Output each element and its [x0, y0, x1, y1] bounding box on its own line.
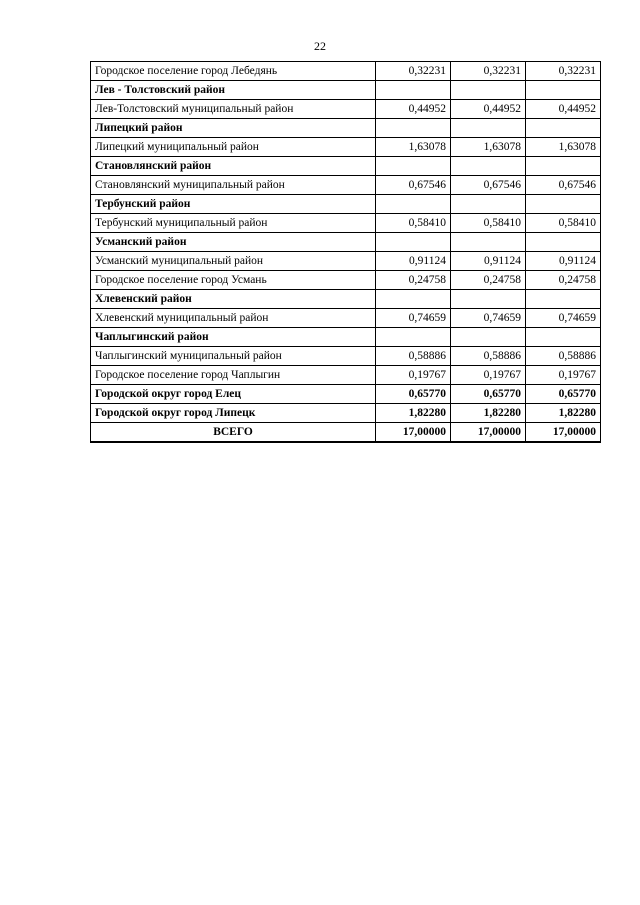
value-cell-1 [376, 195, 451, 214]
row-name-cell: Городское поселение город Чаплыгин [91, 366, 376, 385]
row-name-cell: Лев-Толстовский муниципальный район [91, 100, 376, 119]
value-cell-2: 0,67546 [451, 176, 526, 195]
table-row [91, 404, 601, 423]
value-cell-1: 0,58886 [376, 347, 451, 366]
value-cell-2: 0,32231 [451, 62, 526, 81]
table-row [91, 176, 601, 195]
value-cell-3: 0,58886 [526, 347, 601, 366]
value-cell-3 [526, 328, 601, 347]
value-cell-3 [526, 195, 601, 214]
value-cell-2 [451, 328, 526, 347]
row-name-cell: Городской округ город Елец [91, 385, 376, 404]
value-cell-2 [451, 157, 526, 176]
value-cell-2 [451, 81, 526, 100]
row-name-cell: Липецкий муниципальный район [91, 138, 376, 157]
value-cell-3 [526, 157, 601, 176]
row-name-cell: Тербунский район [91, 195, 376, 214]
row-name-cell: Чаплыгинский муниципальный район [91, 347, 376, 366]
value-cell-2: 0,91124 [451, 252, 526, 271]
value-cell-3 [526, 119, 601, 138]
value-cell-2: 0,58410 [451, 214, 526, 233]
value-cell-1: 17,00000 [376, 423, 451, 443]
district-header-row [91, 119, 601, 138]
row-name-cell: Городской округ город Липецк [91, 404, 376, 423]
value-cell-1 [376, 119, 451, 138]
value-cell-1: 0,19767 [376, 366, 451, 385]
table-row [91, 214, 601, 233]
row-name-cell: Становлянский район [91, 157, 376, 176]
value-cell-3: 0,67546 [526, 176, 601, 195]
value-cell-3 [526, 290, 601, 309]
value-cell-1: 0,74659 [376, 309, 451, 328]
value-cell-3: 0,32231 [526, 62, 601, 81]
value-cell-2 [451, 233, 526, 252]
row-name-cell: Усманский район [91, 233, 376, 252]
value-cell-2: 0,74659 [451, 309, 526, 328]
value-cell-1 [376, 290, 451, 309]
value-cell-3: 1,63078 [526, 138, 601, 157]
table-row [91, 366, 601, 385]
district-header-row [91, 290, 601, 309]
table-row [91, 385, 601, 404]
table-row [91, 347, 601, 366]
value-cell-3: 0,65770 [526, 385, 601, 404]
value-cell-2 [451, 290, 526, 309]
district-header-row [91, 195, 601, 214]
value-cell-2 [451, 119, 526, 138]
value-cell-1 [376, 233, 451, 252]
table-row [91, 138, 601, 157]
row-name-cell: Городское поселение город Усмань [91, 271, 376, 290]
value-cell-1: 0,32231 [376, 62, 451, 81]
value-cell-1: 0,67546 [376, 176, 451, 195]
value-cell-2: 0,24758 [451, 271, 526, 290]
district-header-row [91, 328, 601, 347]
table-body [91, 62, 601, 443]
value-cell-1: 1,63078 [376, 138, 451, 157]
district-header-row [91, 81, 601, 100]
value-cell-3 [526, 233, 601, 252]
table-row [91, 100, 601, 119]
row-name-cell: Липецкий район [91, 119, 376, 138]
value-cell-1: 0,91124 [376, 252, 451, 271]
value-cell-3: 0,24758 [526, 271, 601, 290]
value-cell-3: 0,19767 [526, 366, 601, 385]
total-row [91, 423, 601, 443]
value-cell-3: 0,74659 [526, 309, 601, 328]
value-cell-2: 0,44952 [451, 100, 526, 119]
table-row [91, 271, 601, 290]
row-name-cell: Лев - Толстовский район [91, 81, 376, 100]
value-cell-2: 0,19767 [451, 366, 526, 385]
table-row [91, 309, 601, 328]
row-name-cell: Усманский муниципальный район [91, 252, 376, 271]
value-cell-1: 0,44952 [376, 100, 451, 119]
value-cell-3: 0,58410 [526, 214, 601, 233]
value-cell-2: 0,58886 [451, 347, 526, 366]
value-cell-3: 0,91124 [526, 252, 601, 271]
value-cell-1: 0,58410 [376, 214, 451, 233]
value-cell-1 [376, 157, 451, 176]
value-cell-3 [526, 81, 601, 100]
row-name-cell: Хлевенский район [91, 290, 376, 309]
row-name-cell: Хлевенский муниципальный район [91, 309, 376, 328]
row-name-cell: Тербунский муниципальный район [91, 214, 376, 233]
value-cell-2: 0,65770 [451, 385, 526, 404]
value-cell-3: 17,00000 [526, 423, 601, 443]
allocation-table [90, 61, 601, 443]
value-cell-2 [451, 195, 526, 214]
district-header-row [91, 233, 601, 252]
value-cell-3: 1,82280 [526, 404, 601, 423]
row-name-cell: ВСЕГО [91, 423, 376, 443]
table-row [91, 252, 601, 271]
table-row [91, 62, 601, 81]
district-header-row [91, 157, 601, 176]
value-cell-3: 0,44952 [526, 100, 601, 119]
row-name-cell: Становлянский муниципальный район [91, 176, 376, 195]
value-cell-1: 0,24758 [376, 271, 451, 290]
value-cell-2: 1,82280 [451, 404, 526, 423]
row-name-cell: Городское поселение город Лебедянь [91, 62, 376, 81]
value-cell-1: 0,65770 [376, 385, 451, 404]
value-cell-1 [376, 81, 451, 100]
page-number: 22 [314, 39, 326, 53]
value-cell-2: 1,63078 [451, 138, 526, 157]
value-cell-1: 1,82280 [376, 404, 451, 423]
value-cell-2: 17,00000 [451, 423, 526, 443]
row-name-cell: Чаплыгинский район [91, 328, 376, 347]
value-cell-1 [376, 328, 451, 347]
